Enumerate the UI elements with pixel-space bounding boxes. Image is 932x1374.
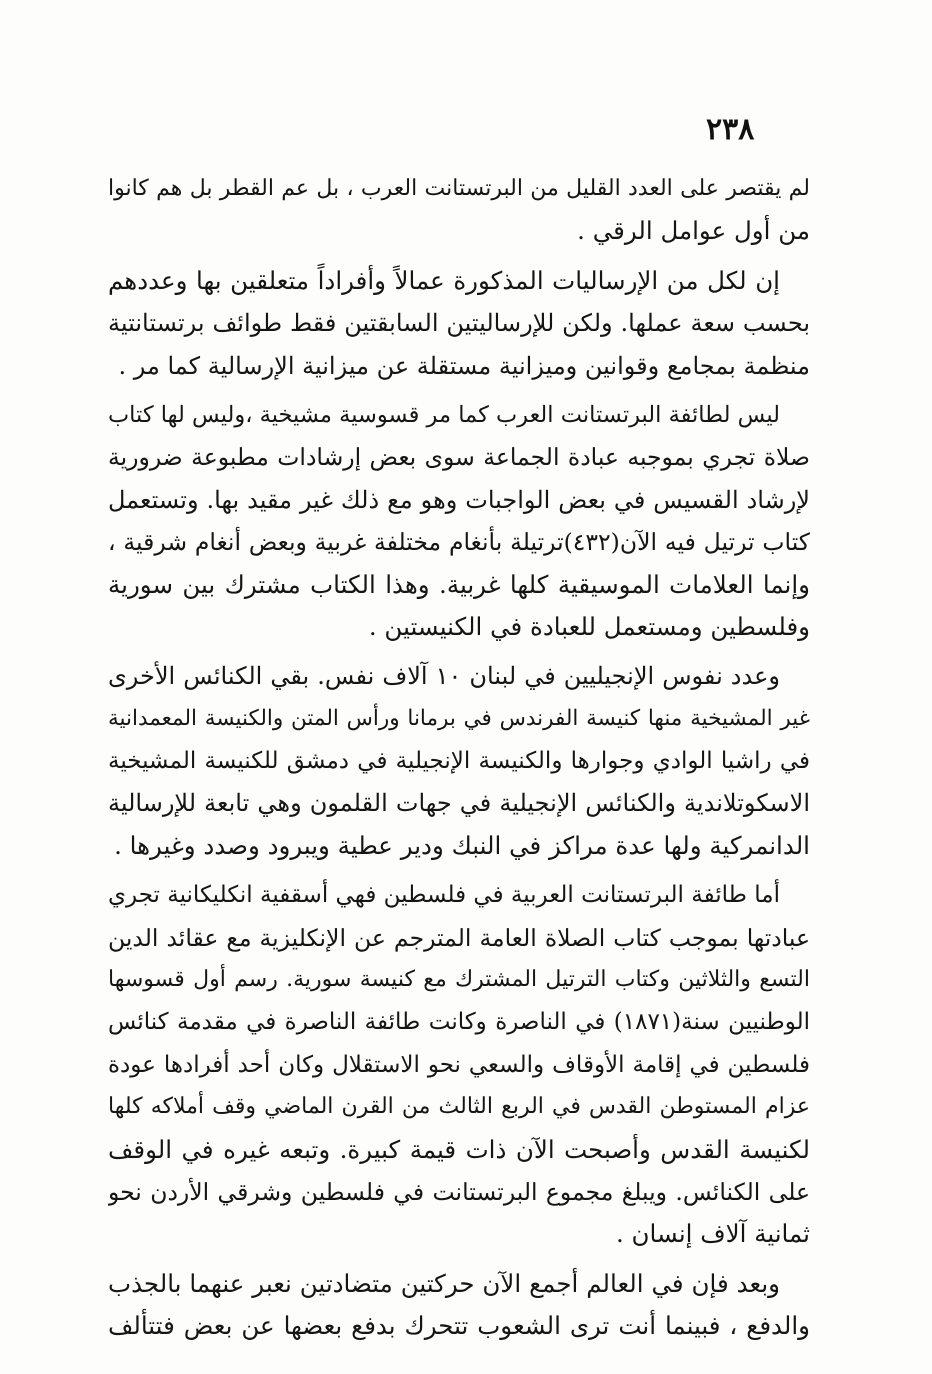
paragraph-6 [108, 1263, 810, 1348]
text-line: ثمانية آلاف إنسان . [615, 1219, 810, 1249]
paragraph-5 [108, 874, 810, 1256]
text-line: لإرشاد القسيس في بعض الواجبات وهو مع ذلك غير مقيد بها. وتستعمل [108, 485, 810, 514]
text-line: وفلسطين ومستعمل للعبادة في الكنيستين . [368, 611, 810, 641]
text-line: عزام المستوطن القدس في الربع الثالث من القرن الماضي وقف أملاكه كلها [108, 1094, 810, 1120]
text-line: وبعد فإن في العالم أجمع الآن حركتين متضادتين نعبر عنهما بالجذب [108, 1268, 780, 1298]
text-line: وعدد نفوس الإنجيليين في لبنان ١٠ آلاف نفس. بقي الكنائس الأخرى [108, 662, 780, 691]
text-line: والدفع ، فبينما أنت ترى الشعوب تتحرك بدفع بعضها عن بعض فتتألف [108, 1311, 810, 1341]
text-line: لكنيسة القدس وأصبحت الآن ذات قيمة كبيرة. وتبعه غيره في الوقف [108, 1134, 810, 1164]
text-line: غير المشيخية منها كنيسة الفرندس في برمانا ورأس المتن والكنيسة المعمدانية [108, 705, 810, 731]
paragraph-2 [108, 260, 810, 387]
paragraph-3 [108, 394, 810, 648]
text-line: وإنما العلامات الموسيقية كلها غربية. وهذا الكتاب مشترك بين سورية [108, 569, 810, 599]
text-line: فلسطين في إقامة الأوقاف والسعي نحو الاستقلال وكان أحد أفرادها عودة [108, 1051, 810, 1078]
body-text [108, 168, 810, 1348]
text-line: الاسكوتلاندية والكنائس الإنجيلية في جهات القلمون وهي تابعة للإرسالية [108, 789, 810, 818]
paragraph-4 [108, 655, 810, 867]
text-line: إن لكل من الإرساليات المذكورة عمالاً وأفراداً متعلقين بها وعددهم [108, 265, 780, 295]
text-line: منظمة بمجامع وقوانين وميزانية مستقلة عن ميزانية الإرسالية كما مر . [118, 351, 810, 380]
text-line: الوطنيين سنة(١٨٧١) في الناصرة وكانت طائفة الناصرة في مقدمة كنائس [108, 1009, 810, 1036]
text-line: الدانمركية ولها عدة مراكز في النبك ودير عطية ويبرود وصدد وغيرها . [114, 830, 810, 860]
text-line: كتاب ترتيل فيه الآن(٤٣٢)ترتيلة بأنغام مختلفة غربية وبعض أنغام شرقية ، [108, 528, 810, 557]
text-line: على الكنائس. ويبلغ مجموع البرتستانت في فلسطين وشرقي الأردن نحو [108, 1177, 810, 1206]
page-number: ٢٣٨ [706, 112, 755, 147]
paragraph-1 [108, 168, 810, 253]
text-line: بحسب سعة عملها. ولكن للإرساليتين السابقتين فقط طوائف برتستانتية [108, 309, 810, 338]
text-line: لم يقتصر على العدد القليل من البرتستانت العرب ، بل عم القطر بل هم كانوا [108, 176, 810, 201]
text-line: أما طائفة البرتستانت العربية في فلسطين فهي أسقفية انكليكانية تجري [108, 882, 780, 909]
text-line: صلاة تجري بموجبه عبادة الجماعة سوى بعض إرشادات مطبوعة ضرورية [108, 443, 810, 472]
text-line: التسع والثلاثين وكتاب الترتيل المشترك مع كنيسة سورية. رسم أول قسوسها [108, 967, 810, 993]
text-line: من أول عوامل الرقي . [577, 216, 810, 246]
text-line: ليس لطائفة البرتستانت العرب كما مر قسوسية مشيخية ،وليس لها كتاب [108, 401, 780, 428]
text-line: في راشيا الوادي وجوارها والكنيسة الإنجيلية في دمشق للكنيسة المشيخية [108, 748, 810, 775]
text-line: عبادتها بموجب كتاب الصلاة العامة المترجم عن الإنكليزية مع عقائد الدين [108, 923, 810, 952]
